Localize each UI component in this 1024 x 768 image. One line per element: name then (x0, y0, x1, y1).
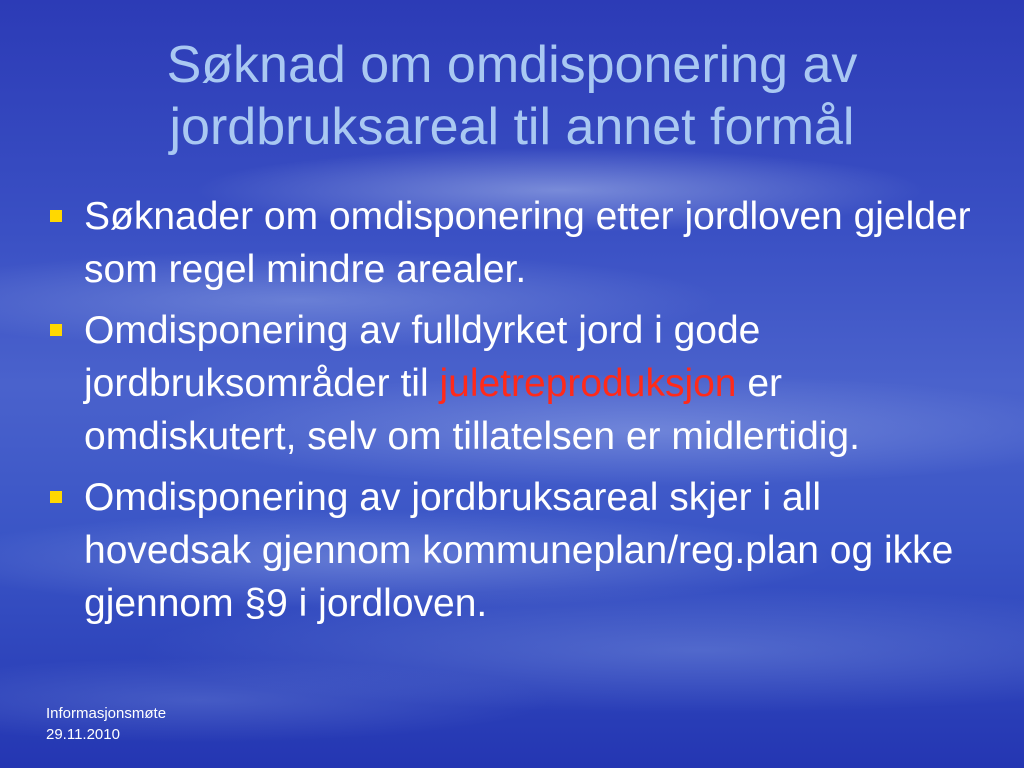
square-bullet-icon (50, 491, 62, 503)
highlighted-term: juletreproduksjon (439, 362, 737, 405)
bullet-list (46, 190, 996, 638)
slide-title: Søknad om omdisponering av jordbruksareal til annet formål (166, 36, 858, 156)
bullet-text: Omdisponering av jordbruksareal skjer i all hovedsak gjennom kommuneplan/reg.plan og ikke gjennom §9 i jordloven. (84, 476, 954, 625)
footer-label: Informasjonsmøte (46, 705, 167, 722)
square-bullet-icon (50, 324, 62, 336)
footer (46, 703, 166, 745)
bullet-item-3 (46, 471, 996, 630)
bullet-item-2 (46, 304, 996, 463)
footer-date: 29.11.2010 (46, 726, 120, 743)
square-bullet-icon (50, 210, 62, 222)
bullet-text-start: Omdisponering av fulldyrket jord i gode jordbruksområder til (84, 309, 761, 405)
bullet-text-end: er omdiskutert, selv om tillatelsen er midlertidig. (84, 362, 860, 458)
bullet-item-1 (46, 190, 996, 296)
bullet-text: Søknader om omdisponering etter jordloven gjelder som regel mindre arealer. (84, 195, 971, 291)
